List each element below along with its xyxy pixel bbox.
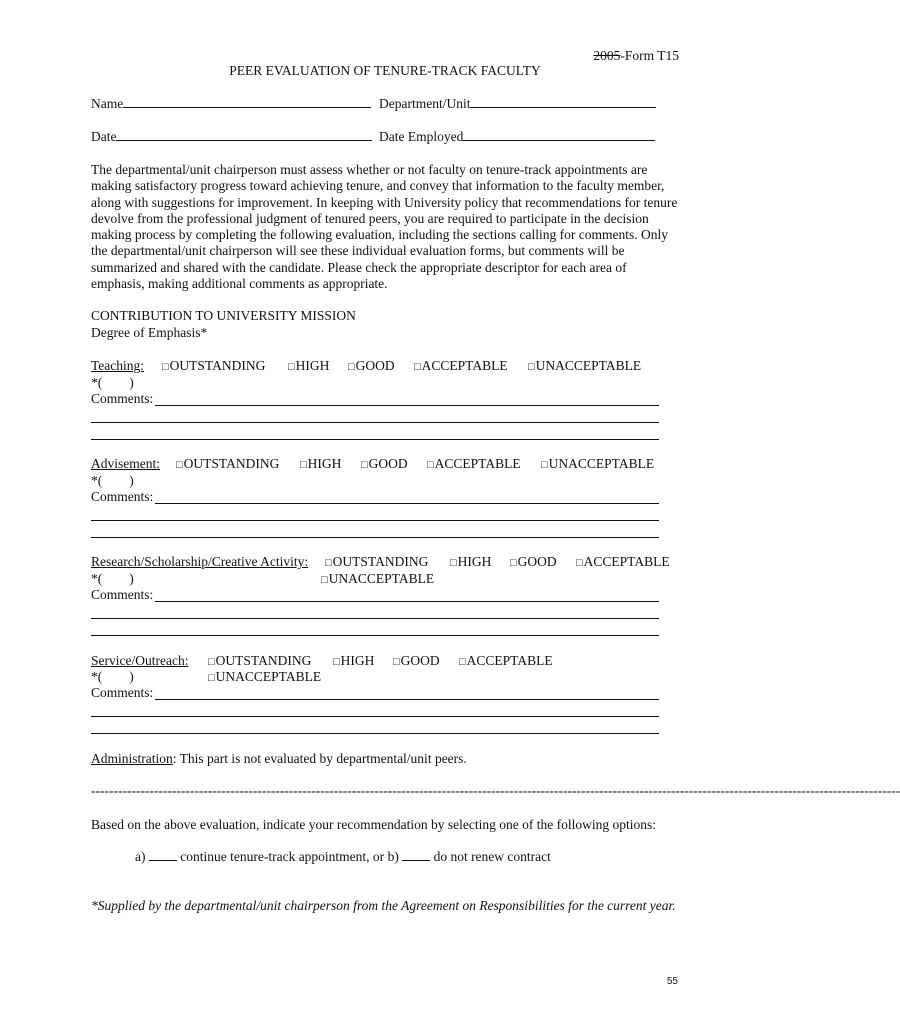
administration-label: Administration <box>91 751 173 766</box>
teaching-comment-line-1[interactable] <box>155 405 659 406</box>
advisement-comment-line-1[interactable] <box>155 503 659 504</box>
service-label: Service/Outreach: <box>91 653 189 668</box>
service-comments-label: Comments: <box>91 685 154 700</box>
advisement-comments-label: Comments: <box>91 489 154 504</box>
teaching-comment-line-2[interactable] <box>91 422 659 423</box>
date-field-row <box>91 129 372 145</box>
choice-a-prefix: a) <box>135 849 146 864</box>
service-outstanding-checkbox[interactable]: □ OUTSTANDING <box>208 653 311 669</box>
administration-text: : This part is not evaluated by departmental/unit peers. <box>172 751 467 766</box>
advisement-good-checkbox[interactable]: □ GOOD <box>361 456 408 472</box>
service-high-checkbox[interactable]: □ HIGH <box>333 653 374 669</box>
research-unacceptable-checkbox[interactable]: □ UNACCEPTABLE <box>321 571 434 587</box>
research-comment-line-3[interactable] <box>91 635 659 636</box>
date-employed-label: Date Employed <box>379 129 464 144</box>
advisement-high-checkbox[interactable]: □ HIGH <box>300 456 341 472</box>
service-emphasis-blank[interactable]: *( ) <box>91 669 134 684</box>
service-good-checkbox[interactable]: □ GOOD <box>393 653 440 669</box>
service-comment-line-3[interactable] <box>91 733 659 734</box>
intro-paragraph: The departmental/unit chairperson must assess whether or not faculty on tenure-track appointments are making satisfactory progress toward achieving tenure, and convey that information to the faculty member, along with suggestions for improvement. In keeping with University policy that recommendations for tenure devolve from the professional judgment of tenured peers, you are required to participate in the decision making process by completing the following evaluation, including the sections calling for comments. Only the departmental/unit chairperson will see these individual evaluation forms, but comments will be summarized and shared with the candidate. Please check the appropriate descriptor for each area of emphasis, making additional comments as appropriate. <box>91 162 678 292</box>
research-outstanding-checkbox[interactable]: □ OUTSTANDING <box>325 554 428 570</box>
research-comments-label: Comments: <box>91 587 154 602</box>
choice-a-blank[interactable] <box>149 849 177 861</box>
page-number: 55 <box>666 976 678 987</box>
choice-b-prefix: b) <box>387 849 399 864</box>
footnote: *Supplied by the departmental/unit chairperson from the Agreement on Responsibilities for the current year. <box>91 898 676 913</box>
teaching-outstanding-checkbox[interactable]: □ OUTSTANDING <box>162 358 265 374</box>
form-year-struck: 2005 <box>593 48 621 63</box>
department-line[interactable] <box>470 96 656 108</box>
date-employed-field-row <box>379 129 655 145</box>
teaching-comment-line-3[interactable] <box>91 439 659 440</box>
date-label: Date <box>91 129 117 144</box>
contribution-heading: CONTRIBUTION TO UNIVERSITY MISSION <box>91 308 356 323</box>
advisement-unacceptable-checkbox[interactable]: □ UNACCEPTABLE <box>541 456 654 472</box>
research-comment-line-1[interactable] <box>155 601 659 602</box>
teaching-label: Teaching: <box>91 358 145 373</box>
teaching-unacceptable-checkbox[interactable]: □ UNACCEPTABLE <box>528 358 641 374</box>
name-line[interactable] <box>123 96 371 108</box>
research-good-checkbox[interactable]: □ GOOD <box>510 554 557 570</box>
dashed-divider: ------------------------------------------------------------------------------------------------------------------------------------------------------------------------------------ <box>91 783 900 798</box>
advisement-acceptable-checkbox[interactable]: □ ACCEPTABLE <box>427 456 521 472</box>
service-comment-line-2[interactable] <box>91 716 659 717</box>
choice-a-text: continue tenure-track appointment, or <box>180 849 385 864</box>
emphasis-heading: Degree of Emphasis* <box>91 325 208 340</box>
date-line[interactable] <box>116 129 372 141</box>
department-label: Department/Unit <box>379 96 471 111</box>
choice-b-blank[interactable] <box>402 849 430 861</box>
service-acceptable-checkbox[interactable]: □ ACCEPTABLE <box>459 653 553 669</box>
service-unacceptable-checkbox[interactable]: □ UNACCEPTABLE <box>208 669 321 685</box>
research-label: Research/Scholarship/Creative Activity: <box>91 554 309 569</box>
advisement-emphasis-blank[interactable]: *( ) <box>91 473 134 488</box>
research-high-checkbox[interactable]: □ HIGH <box>450 554 491 570</box>
teaching-acceptable-checkbox[interactable]: □ ACCEPTABLE <box>414 358 508 374</box>
form-number-text: -Form T15 <box>620 48 679 63</box>
administration-row <box>91 751 467 767</box>
research-emphasis-blank[interactable]: *( ) <box>91 571 134 586</box>
teaching-emphasis-blank[interactable]: *( ) <box>91 375 134 390</box>
recommendation-prompt: Based on the above evaluation, indicate your recommendation by selecting one of the following options: <box>91 817 656 832</box>
advisement-comment-line-2[interactable] <box>91 520 659 521</box>
teaching-comments-label: Comments: <box>91 391 154 406</box>
page-title: PEER EVALUATION OF TENURE-TRACK FACULTY <box>229 63 541 78</box>
department-field-row <box>379 96 656 112</box>
form-number <box>593 48 679 64</box>
teaching-high-checkbox[interactable]: □ HIGH <box>288 358 329 374</box>
research-comment-line-2[interactable] <box>91 618 659 619</box>
research-acceptable-checkbox[interactable]: □ ACCEPTABLE <box>576 554 670 570</box>
service-comment-line-1[interactable] <box>155 699 659 700</box>
advisement-outstanding-checkbox[interactable]: □ OUTSTANDING <box>176 456 279 472</box>
name-field-row <box>91 96 371 112</box>
advisement-label: Advisement: <box>91 456 160 471</box>
recommendation-choices <box>135 849 551 865</box>
teaching-good-checkbox[interactable]: □ GOOD <box>348 358 395 374</box>
name-label: Name <box>91 96 124 111</box>
advisement-comment-line-3[interactable] <box>91 537 659 538</box>
date-employed-line[interactable] <box>463 129 655 141</box>
choice-b-text: do not renew contract <box>433 849 551 864</box>
